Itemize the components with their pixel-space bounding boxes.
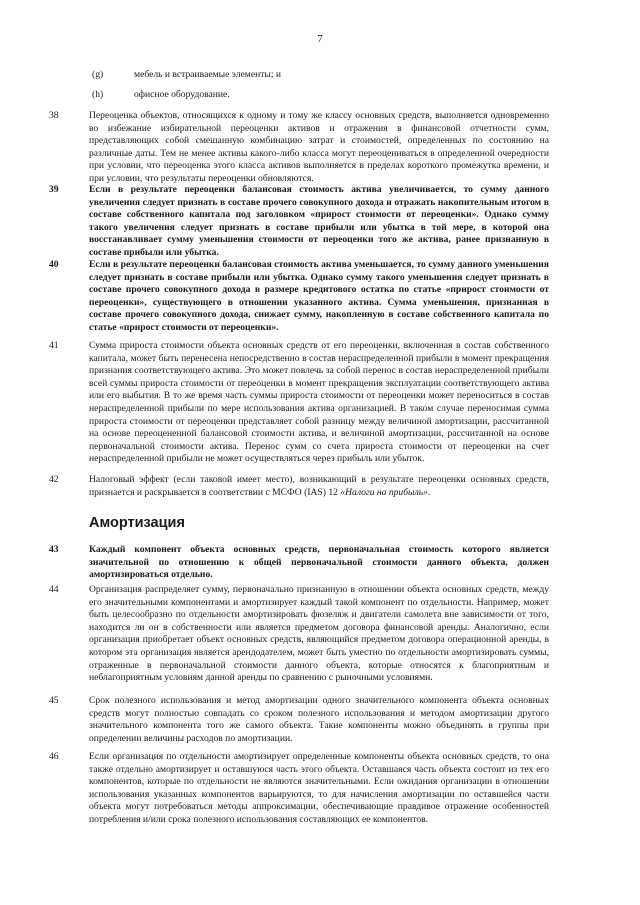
- list-item-letter: (g): [92, 69, 104, 80]
- standard-reference: «Налоги на прибыль»: [340, 486, 428, 498]
- paragraph-number: 42: [49, 474, 59, 485]
- paragraph-45: [49, 695, 549, 745]
- paragraph-38: [49, 110, 549, 186]
- paragraph-text: Организация распределяет сумму, первоначально признанную в отношении объекта основных средств, между его значительными компонентами и амортизирует каждый такой компонент по отдельности. Например, может быть целесообразно по отдельности амортизировать фюзеляж и двигатели самолета вне зависимости от того, находится ли он в собственности или является предметом договора финансовой аренды. Аналогично, если организация приобретает объект основных средств, являющийся предметом договора операционной аренды, в котором эта организация является арендодателем, может быть уместно по отдельности амортизировать суммы, отраженные в первоначальной стоимости данного объекта, которые относятся к благоприятным и неблагоприятным условиям данной аренды по сравнению с рыночными условиями.: [89, 584, 549, 684]
- paragraph-41: [49, 340, 549, 466]
- paragraph-number: 43: [49, 544, 59, 555]
- page-number: 7: [317, 33, 323, 45]
- list-item-letter: (h): [92, 89, 104, 100]
- paragraph-number: 38: [49, 110, 59, 121]
- paragraph-40: [49, 259, 549, 335]
- list-item: [92, 88, 552, 101]
- list-item-text: офисное оборудование.: [134, 89, 230, 100]
- paragraph-text: Срок полезного использования и метод амортизации одного значительного компонента объекта основных средств могут полностью совпадать со сроком полезного использования и методом амортизации другого значительного компонента того же самого объекта. Такие компоненты можно объединять в группы при определении величины расходов по амортизации.: [89, 695, 549, 744]
- paragraph-43: [49, 544, 549, 582]
- paragraph-number: 44: [49, 584, 59, 595]
- paragraph-number: 45: [49, 695, 59, 706]
- paragraph-number: 39: [49, 184, 59, 195]
- paragraph-text-main: Налоговый эффект (если таковой имеет место), возникающий в результате переоценки основных средств, признается и раскрывается в соответствии с МСФО (IAS) 12: [89, 474, 549, 498]
- sub-list: [92, 68, 552, 108]
- paragraph-number: 41: [49, 340, 59, 351]
- paragraph-39: [49, 184, 549, 260]
- paragraph-text: Переоценка объектов, относящихся к одному и тому же классу основных средств, выполняется одновременно во избежание избирательной переоценки активов и отражения в финансовой отчетности сумм, представляющих собой смешанную комбинацию затрат и стоимостей, определенных по состоянию на различные даты. Тем не менее активы какого-либо класса могут переоцениваться в определенной очередности при условии, что переоценка этого класса активов выполняется в пределах короткого промежутка времени, и при условии, что результаты переоценки обновляются.: [89, 110, 549, 184]
- paragraph-text: Сумма прироста стоимости объекта основных средств от его переоценки, включенная в состав собственного капитала, может быть перенесена непосредственно в состав нераспределенной прибыли в момент прекращения признания соответствующего актива. Это может повлечь за собой перенос в состав нераспределенной прибыли всей суммы прироста стоимости от переоценки в момент прекращения эксплуатации соответствующего актива или его выбытия. В то же время часть суммы прироста стоимости от переоценки может переноситься в состав нераспределенной прибыли по мере использования актива организацией. В таком случае переносимая сумма прироста стоимости от переоценки представляет собой разницу между величиной амортизации, рассчитанной на основе переоцененной балансовой стоимости актива, и величиной амортизации, рассчитанной на основе первоначальной стоимости актива. Перенос сумм со счета прироста стоимости от переоценки на счет нераспределенной прибыли не может осуществляться через прибыль или убыток.: [89, 340, 549, 465]
- paragraph-text-tail: .: [427, 486, 431, 498]
- paragraph-text: Каждый компонент объекта основных средств, первоначальная стоимость которого является значительной по отношению к общей первоначальной стоимости данного объекта, должен амортизироваться отдельно.: [89, 544, 549, 581]
- paragraph-text: Если в результате переоценки балансовая стоимость актива увеличивается, то сумму данного увеличения следует признать в составе прочего совокупного дохода и отражать накопительным итогом в составе собственного капитала под заголовком «прирост стоимости от переоценки». Однако сумму такого увеличения следует признать в составе прибыли или убытка в той мере, в которой она восстанавливает сумму уменьшения стоимости от переоценки того же актива, ранее признанную в составе прибыли или убытка.: [89, 184, 549, 258]
- paragraph-46: [49, 751, 549, 827]
- section-heading: Амортизация: [89, 515, 185, 531]
- paragraph-text: Если в результате переоценки балансовая стоимость актива уменьшается, то сумму данного уменьшения следует признать в составе прибыли или убытка. Однако сумму такого уменьшения следует признать в составе прочего совокупного дохода в размере кредитового остатка по статье «прирост стоимости от переоценки», существующего в отношении указанного актива. Сумма уменьшения, признанная в составе прочего совокупного дохода, снижает сумму, накопленную в составе собственного капитала по статье «прирост стоимости от переоценки».: [89, 259, 549, 333]
- list-item-text: мебель и встраиваемые элементы; и: [134, 69, 282, 80]
- paragraph-42: [49, 474, 549, 499]
- paragraph-number: 46: [49, 751, 59, 762]
- paragraph-number: 40: [49, 259, 59, 270]
- paragraph-text: [89, 474, 549, 499]
- list-item: [92, 68, 552, 81]
- paragraph-text: Если организация по отдельности амортизирует определенные компоненты объекта основных средств, то она также отдельно амортизирует и оставшуюся часть этого объекта. Оставшаяся часть объекта состоит из тех его компонентов, которые по отдельности не являются значительными. Если ожидания организации в отношении использования указанных компонентов варьируются, то для начисления амортизации по оставшейся части объекта могут потребоваться методы аппроксимации, обеспечивающие правдивое отражение особенностей потребления и/или срока полезного использования составляющих ее компонентов.: [89, 751, 549, 825]
- paragraph-44: [49, 584, 549, 685]
